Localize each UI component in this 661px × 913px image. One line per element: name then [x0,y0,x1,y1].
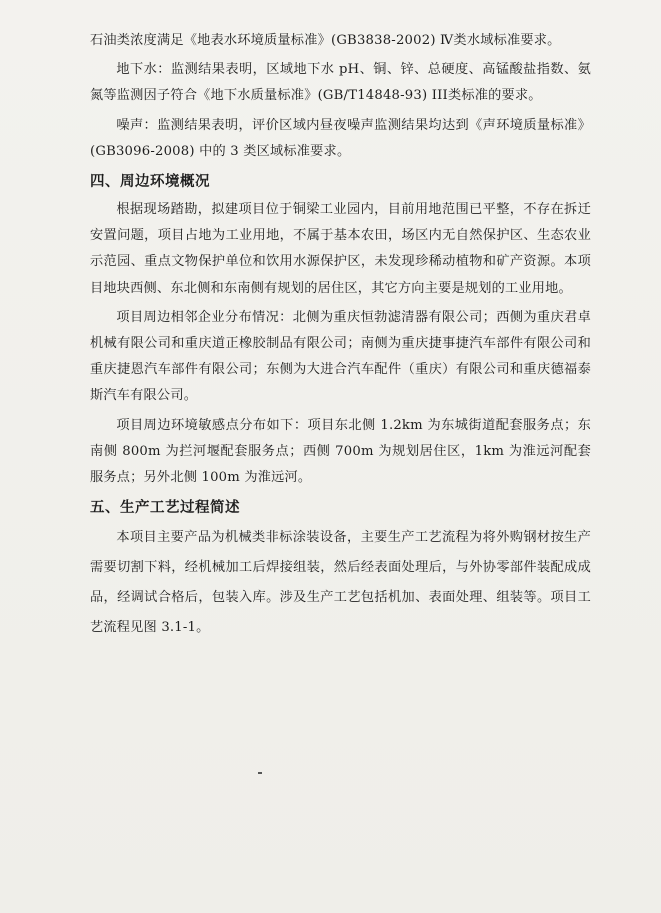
paragraph-process-description: 本项目主要产品为机械类非标涂装设备，主要生产工艺流程为将外购钢材按生产需要切割下料，经机械加工后焊接组装，然后经表面处理后，与外协零部件装配成成品，经调试合格后，包装入库。涉及生产工艺包括机加、表面处理、组装等。项目工艺流程见图 3.1-1。 [90,530,591,636]
paragraph-noise: 噪声：监测结果表明，评价区域内昼夜噪声监测结果均达到《声环境质量标准》(GB3096-2008) 中的 3 类区域标准要求。 [90,117,591,159]
scan-speck [258,772,262,774]
paragraph-sensitive-points: 项目周边环境敏感点分布如下：项目东北侧 1.2km 为东城街道配套服务点；东南侧 800m 为拦河堰配套服务点；西侧 700m 为规划居住区，1km 为淮远河配套服务点；另外北侧 100m 为淮远河。 [90,417,591,486]
paragraph-groundwater: 地下水：监测结果表明，区域地下水 pH、铜、锌、总硬度、高锰酸盐指数、氨氮等监测因子符合《地下水质量标准》(GB/T14848-93) III类标准的要求。 [90,62,591,104]
section-heading-surroundings: 四、周边环境概况 [90,174,210,191]
paragraph-surface-water: 石油类浓度满足《地表水环境质量标准》(GB3838-2002) Ⅳ类水域标准要求。 [90,33,561,48]
paragraph-neighbor-companies: 项目周边相邻企业分布情况：北侧为重庆恒勃滤清器有限公司；西侧为重庆君卓机械有限公司和重庆道正橡胶制品有限公司；南侧为重庆捷事捷汽车部件有限公司和重庆捷恩汽车部件有限公司；东侧为大进合汽车配件（重庆）有限公司和重庆德福泰斯汽车有限公司。 [90,309,591,404]
paragraph-site-survey: 根据现场踏勘，拟建项目位于铜梁工业园内，目前用地范围已平整，不存在拆迁安置问题，项目占地为工业用地，不属于基本农田，场区内无自然保护区、生态农业示范园、重点文物保护单位和饮用水源保护区，未发现珍稀动植物和矿产资源。本项目地块西侧、东北侧和东南侧有规划的居住区，其它方向主要是规划的工业用地。 [90,202,591,296]
section-heading-process: 五、生产工艺过程简述 [90,500,240,517]
